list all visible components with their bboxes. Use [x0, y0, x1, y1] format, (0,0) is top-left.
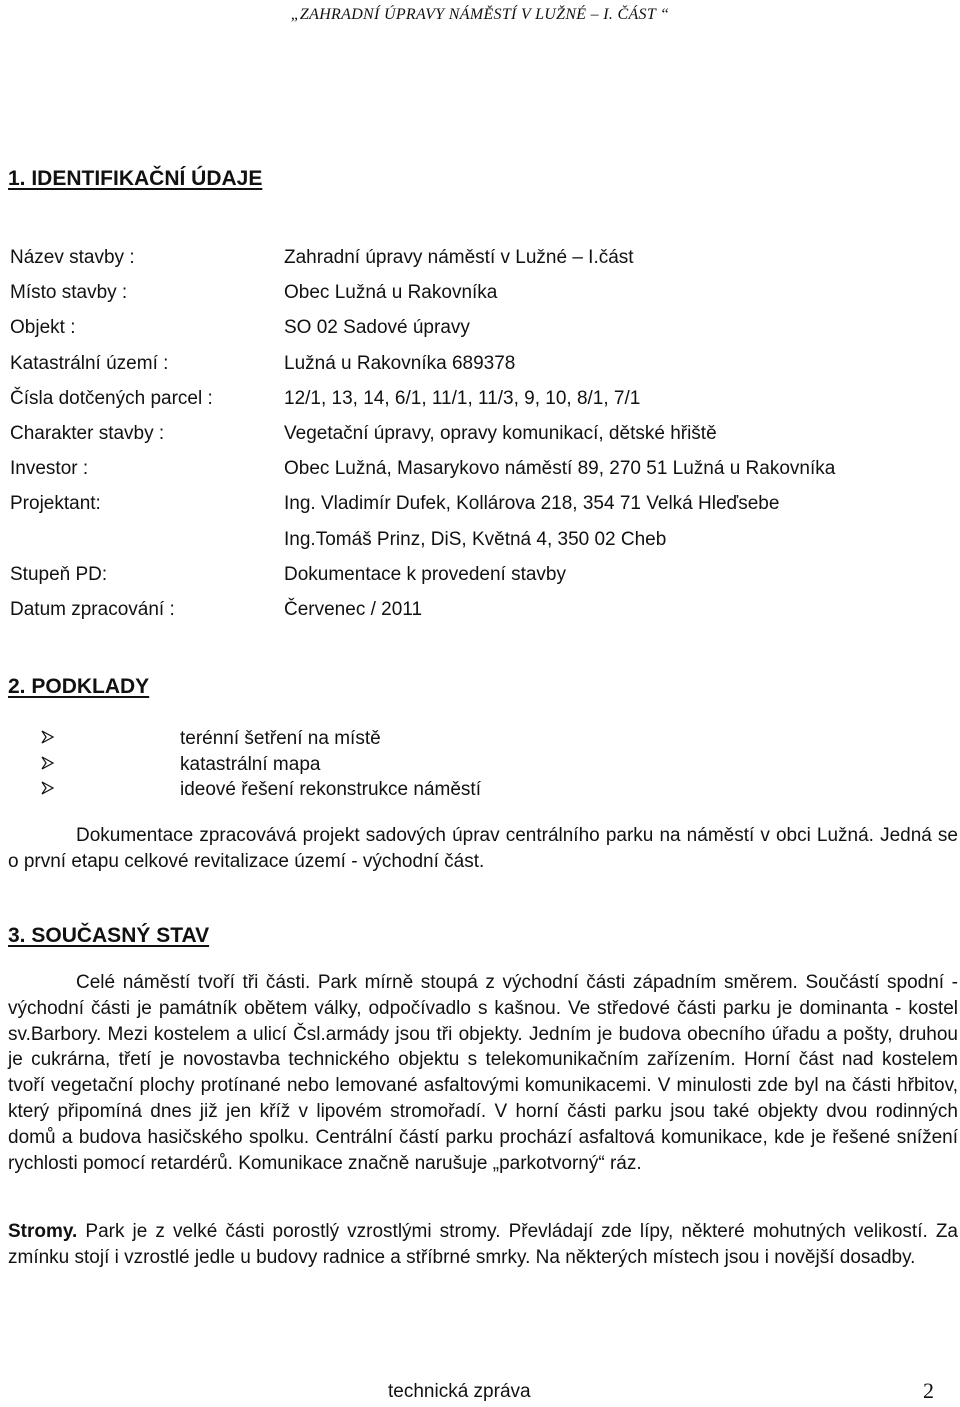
page-header: „ZAHRADNÍ ÚPRAVY NÁMĚSTÍ V LUŽNÉ – I. ČÁST “ — [290, 6, 670, 23]
id-value: Červenec / 2011 — [284, 598, 423, 620]
trees-lead: Stromy. — [8, 1221, 78, 1242]
id-label: Stupeň PD: — [10, 563, 108, 585]
current-state-paragraph: Celé náměstí tvoří tři části. Park mírně stoupá z východní části západním směrem. Součástí spodní - východní části je památník obětem války, odpočívadlo s kašnou. Ve středové části parku je dominanta - kostel sv.Barbory. Mezi kostelem a ulicí Čsl.armády jsou tři objekty. Jedním je budova obecního úřadu a pošty, druhou je cukrárna, třetí je novostavba technického objektu s telekomunikačním zařízením. Horní část nad kostelem tvoří vegetační plochy protínané nebo lemované asfaltovými komunikacemi. V minulosti zde byl na části hřbitov, který připomíná dnes již jen kříž v lipovém stromořadí. V horní části parku jsou také objekty dvou rodinných domů a budova hasičského spolku. Centrální částí parku prochází asfaltová komunikace, kde je řešené snížení rychlosti pomocí retardérů. Komunikace značně narušuje „parkotvorný“ ráz. — [8, 972, 958, 1174]
trees-text: Park je z velké části porostlý vzrostlými stromy. Převládají zde lípy, některé mohutných velikostí. Za zmínku stojí i vzrostlé jedle u budovy radnice a stříbrné smrky. Na některých místech jsou i novější dosadby. — [8, 1221, 958, 1268]
list-item-text: terénní šetření na místě — [180, 728, 381, 749]
id-label: Objekt : — [10, 317, 76, 339]
arrowhead-bullet-icon — [40, 726, 56, 748]
list-item-text: ideové řešení rekonstrukce náměstí — [180, 779, 481, 800]
section-heading-current-state: 3. SOUČASNÝ STAV — [8, 924, 210, 947]
id-value: Obec Lužná u Rakovníka — [284, 282, 498, 304]
id-value: Lužná u Rakovníka 689378 — [284, 352, 516, 374]
arrowhead-bullet-icon — [40, 752, 56, 774]
id-value: 12/1, 13, 14, 6/1, 11/1, 11/3, 9, 10, 8/1, 7/1 — [284, 387, 641, 409]
page-number: 2 — [923, 1378, 934, 1403]
id-label: Katastrální území : — [10, 352, 169, 374]
section-heading-identification: 1. IDENTIFIKAČNÍ ÚDAJE — [8, 167, 263, 190]
section-heading-sources: 2. PODKLADY — [8, 675, 150, 698]
id-value: Vegetační úpravy, opravy komunikací, dětské hřiště — [284, 422, 717, 444]
trees-paragraph — [8, 1219, 958, 1271]
id-label: Projektant: — [10, 493, 101, 515]
sources-paragraph: Dokumentace zpracovává projekt sadových úprav centrálního parku na náměstí v obci Lužná. Jedná se o první etapu celkové revitalizace území - východní část. — [8, 825, 958, 872]
id-value: SO 02 Sadové úpravy — [284, 317, 470, 339]
id-value: Zahradní úpravy náměstí v Lužné – I.část — [284, 247, 634, 268]
id-value: Obec Lužná, Masarykovo náměstí 89, 270 51 Lužná u Rakovníka — [284, 458, 836, 480]
footer-label: technická zpráva — [388, 1381, 531, 1402]
id-value: Ing. Vladimír Dufek, Kollárova 218, 354 71 Velká Hleďsebe — [284, 493, 780, 515]
id-label: Místo stavby : — [10, 282, 128, 304]
id-label: Čísla dotčených parcel : — [10, 387, 213, 409]
arrowhead-bullet-icon — [40, 777, 56, 799]
id-value: Ing.Tomáš Prinz, DiS, Květná 4, 350 02 Cheb — [284, 528, 667, 550]
id-label: Datum zpracování : — [10, 598, 175, 620]
list-item-text: katastrální mapa — [180, 753, 321, 775]
id-label: Charakter stavby : — [10, 422, 165, 444]
id-label: Investor : — [10, 458, 89, 480]
id-value: Dokumentace k provedení stavby — [284, 563, 566, 585]
id-label: Název stavby : — [10, 247, 135, 268]
